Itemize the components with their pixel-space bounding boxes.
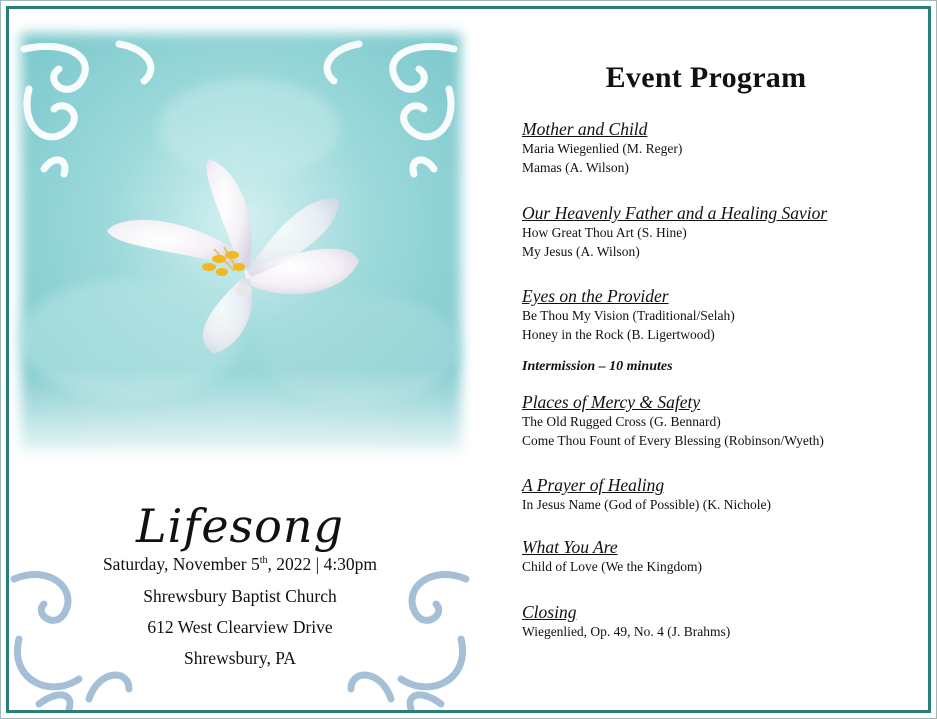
section-heading: Eyes on the Provider [522, 286, 669, 306]
program-section [522, 602, 730, 641]
program-section [522, 537, 702, 576]
section-heading: A Prayer of Healing [522, 475, 665, 495]
program-section [522, 119, 682, 177]
program-item: In Jesus Name (God of Possible) (K. Nichole) [522, 497, 771, 512]
program-item: Mamas (A. Wilson) [522, 160, 629, 175]
program-item: Child of Love (We the Kingdom) [522, 559, 703, 574]
section-heading: What You Are [522, 537, 618, 557]
program-item: The Old Rugged Cross (G. Bennard) [522, 414, 721, 429]
intermission-note: Intermission – 10 minutes [522, 359, 673, 374]
program-panel [480, 9, 925, 710]
section-heading: Mother and Child [522, 119, 648, 139]
date-divider: | [315, 554, 320, 574]
program-item: Wiegenlied, Op. 49, No. 4 (J. Brahms) [522, 624, 731, 639]
event-time: 4:30pm [323, 554, 378, 574]
program-item: Honey in the Rock (B. Ligertwood) [522, 327, 715, 342]
venue-name: Shrewsbury Baptist Church [143, 586, 337, 606]
venue-address: 612 West Clearview Drive [147, 617, 333, 637]
program-title: Event Program [605, 61, 807, 94]
program-section [522, 203, 827, 261]
program-item: My Jesus (A. Wilson) [522, 244, 640, 259]
cover-panel [9, 9, 471, 710]
program-section [522, 286, 735, 344]
date-suffix: th [259, 555, 268, 567]
section-heading: Our Heavenly Father and a Healing Savior [522, 203, 828, 223]
program-section [522, 392, 824, 450]
venue-city: Shrewsbury, PA [184, 648, 296, 668]
program-item: Be Thou My Vision (Traditional/Selah) [522, 308, 735, 323]
program-item: Come Thou Fount of Every Blessing (Robinson/Wyeth) [522, 433, 824, 448]
program-item: Maria Wiegenlied (M. Reger) [522, 141, 683, 156]
section-heading: Closing [522, 602, 577, 622]
event-title: Lifesong [136, 499, 344, 553]
section-heading: Places of Mercy & Safety [522, 392, 701, 412]
program-item: How Great Thou Art (S. Hine) [522, 225, 687, 240]
event-date: Saturday, November 5 [102, 554, 260, 574]
event-date-line [9, 554, 471, 575]
program-section [522, 475, 771, 514]
event-year: , 2022 [267, 554, 312, 574]
lily-artwork [9, 9, 471, 469]
